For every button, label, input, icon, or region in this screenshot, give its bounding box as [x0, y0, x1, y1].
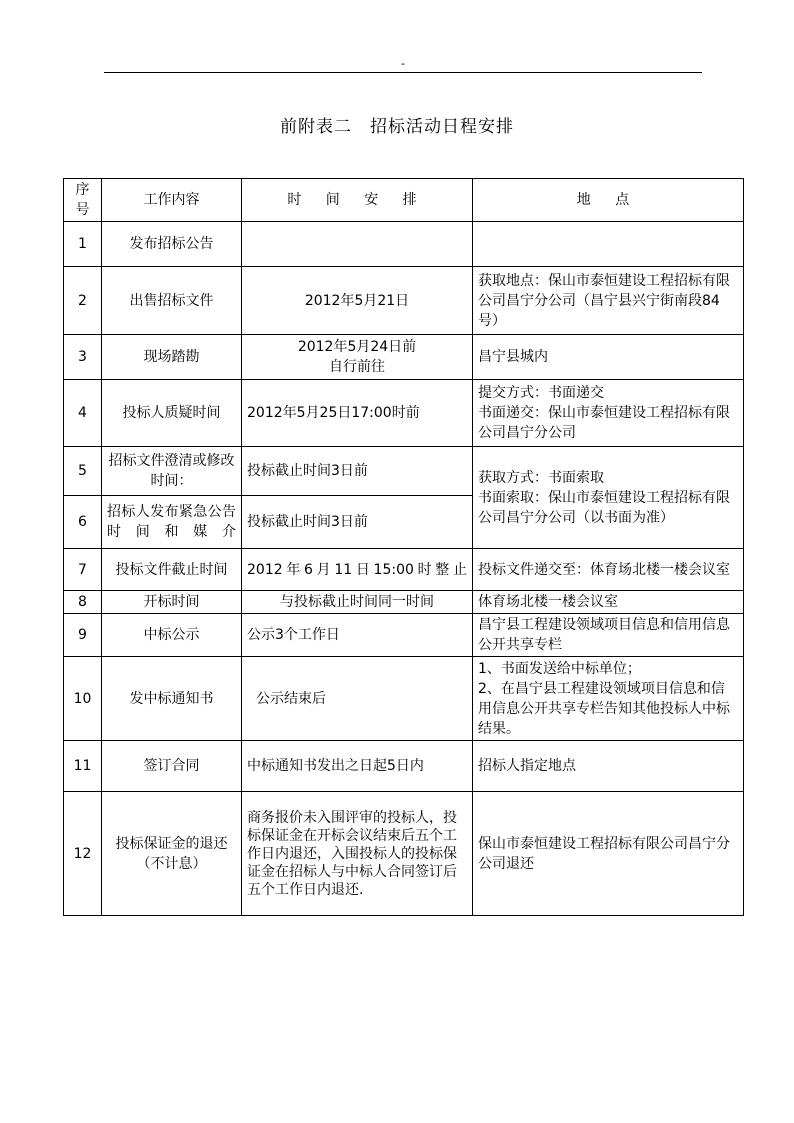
row-time: 商务报价未入围评审的投标人，投标保证金在开标会议结束后五个工作日内退还，入围投标人的投标保证金在招标人与中标人合同签订后五个工作日内退还. — [242, 792, 473, 916]
row-place: 1、书面发送给中标单位； 2、在昌宁县工程建设领域项目信息和信用信息公开共享专栏告知其他投标人中标结果。 — [473, 657, 744, 741]
table-row — [64, 614, 744, 657]
row-time: 投标截止时间3日前 — [242, 496, 473, 549]
row-time: 2012年5月25日17:00时前 — [242, 380, 473, 447]
row-place: 体育场北楼一楼会议室 — [473, 591, 744, 614]
table-row — [64, 549, 744, 591]
row-content: 出售招标文件 — [102, 267, 242, 335]
row-content: 发中标通知书 — [102, 657, 242, 741]
table-row — [64, 447, 744, 496]
header-place: 地 点 — [473, 179, 744, 222]
row-content: 开标时间 — [102, 591, 242, 614]
row-no: 8 — [64, 591, 102, 614]
table-row — [64, 741, 744, 792]
row-place: 获取地点：保山市泰恒建设工程招标有限公司昌宁分公司（昌宁县兴宁街南段84号） — [473, 267, 744, 335]
header-no: 序号 — [64, 179, 102, 222]
row-content: 投标保证金的退还（不计息） — [102, 792, 242, 916]
row-place: 招标人指定地点 — [473, 741, 744, 792]
table-row — [64, 380, 744, 447]
row-content: 发布招标公告 — [102, 222, 242, 267]
row-time — [242, 222, 473, 267]
row-content: 中标公示 — [102, 614, 242, 657]
row-time: 2012年6月11日15:00时整止 — [242, 549, 473, 591]
row-content: 现场踏勘 — [102, 335, 242, 380]
row-content: 投标人质疑时间 — [102, 380, 242, 447]
row-no: 2 — [64, 267, 102, 335]
row-place: 昌宁县工程建设领域项目信息和信用信息公开共享专栏 — [473, 614, 744, 657]
table-row — [64, 657, 744, 741]
row-place — [473, 222, 744, 267]
table-row — [64, 267, 744, 335]
row-place: 提交方式：书面递交 书面递交：保山市泰恒建设工程招标有限公司昌宁分公司 — [473, 380, 744, 447]
header-time: 时 间 安 排 — [242, 179, 473, 222]
row-place: 获取方式：书面索取 书面索取：保山市泰恒建设工程招标有限公司昌宁分公司（以书面为准） — [473, 447, 744, 549]
table-row — [64, 222, 744, 267]
header-content: 工作内容 — [102, 179, 242, 222]
schedule-table — [63, 178, 744, 916]
row-no: 11 — [64, 741, 102, 792]
row-place: 投标文件递交至：体育场北楼一楼会议室 — [473, 549, 744, 591]
row-no: 6 — [64, 496, 102, 549]
row-time: 投标截止时间3日前 — [242, 447, 473, 496]
row-no: 10 — [64, 657, 102, 741]
row-place: 昌宁县城内 — [473, 335, 744, 380]
row-content: 签订合同 — [102, 741, 242, 792]
row-time: 2012年5月24日前 自行前往 — [242, 335, 473, 380]
row-no: 3 — [64, 335, 102, 380]
row-time: 公示3个工作日 — [242, 614, 473, 657]
row-no: 7 — [64, 549, 102, 591]
header-mark: - — [401, 57, 405, 70]
table-row — [64, 335, 744, 380]
row-content: 招标人发布紧急公告时间和媒介 — [102, 496, 242, 549]
row-content: 投标文件截止时间 — [102, 549, 242, 591]
row-no: 5 — [64, 447, 102, 496]
row-time: 公示结束后 — [242, 657, 473, 741]
row-time: 2012年5月21日 — [242, 267, 473, 335]
row-no: 1 — [64, 222, 102, 267]
row-no: 9 — [64, 614, 102, 657]
row-place: 保山市泰恒建设工程招标有限公司昌宁分公司退还 — [473, 792, 744, 916]
row-content: 招标文件澄清或修改时间： — [102, 447, 242, 496]
row-no: 4 — [64, 380, 102, 447]
row-time: 与投标截止时间同一时间 — [242, 591, 473, 614]
page-header — [104, 58, 702, 73]
table-row — [64, 591, 744, 614]
table-row — [64, 792, 744, 916]
row-no: 12 — [64, 792, 102, 916]
page-title: 前附表二 招标活动日程安排 — [280, 117, 514, 137]
table-header-row — [64, 179, 744, 222]
row-time: 中标通知书发出之日起5日内 — [242, 741, 473, 792]
